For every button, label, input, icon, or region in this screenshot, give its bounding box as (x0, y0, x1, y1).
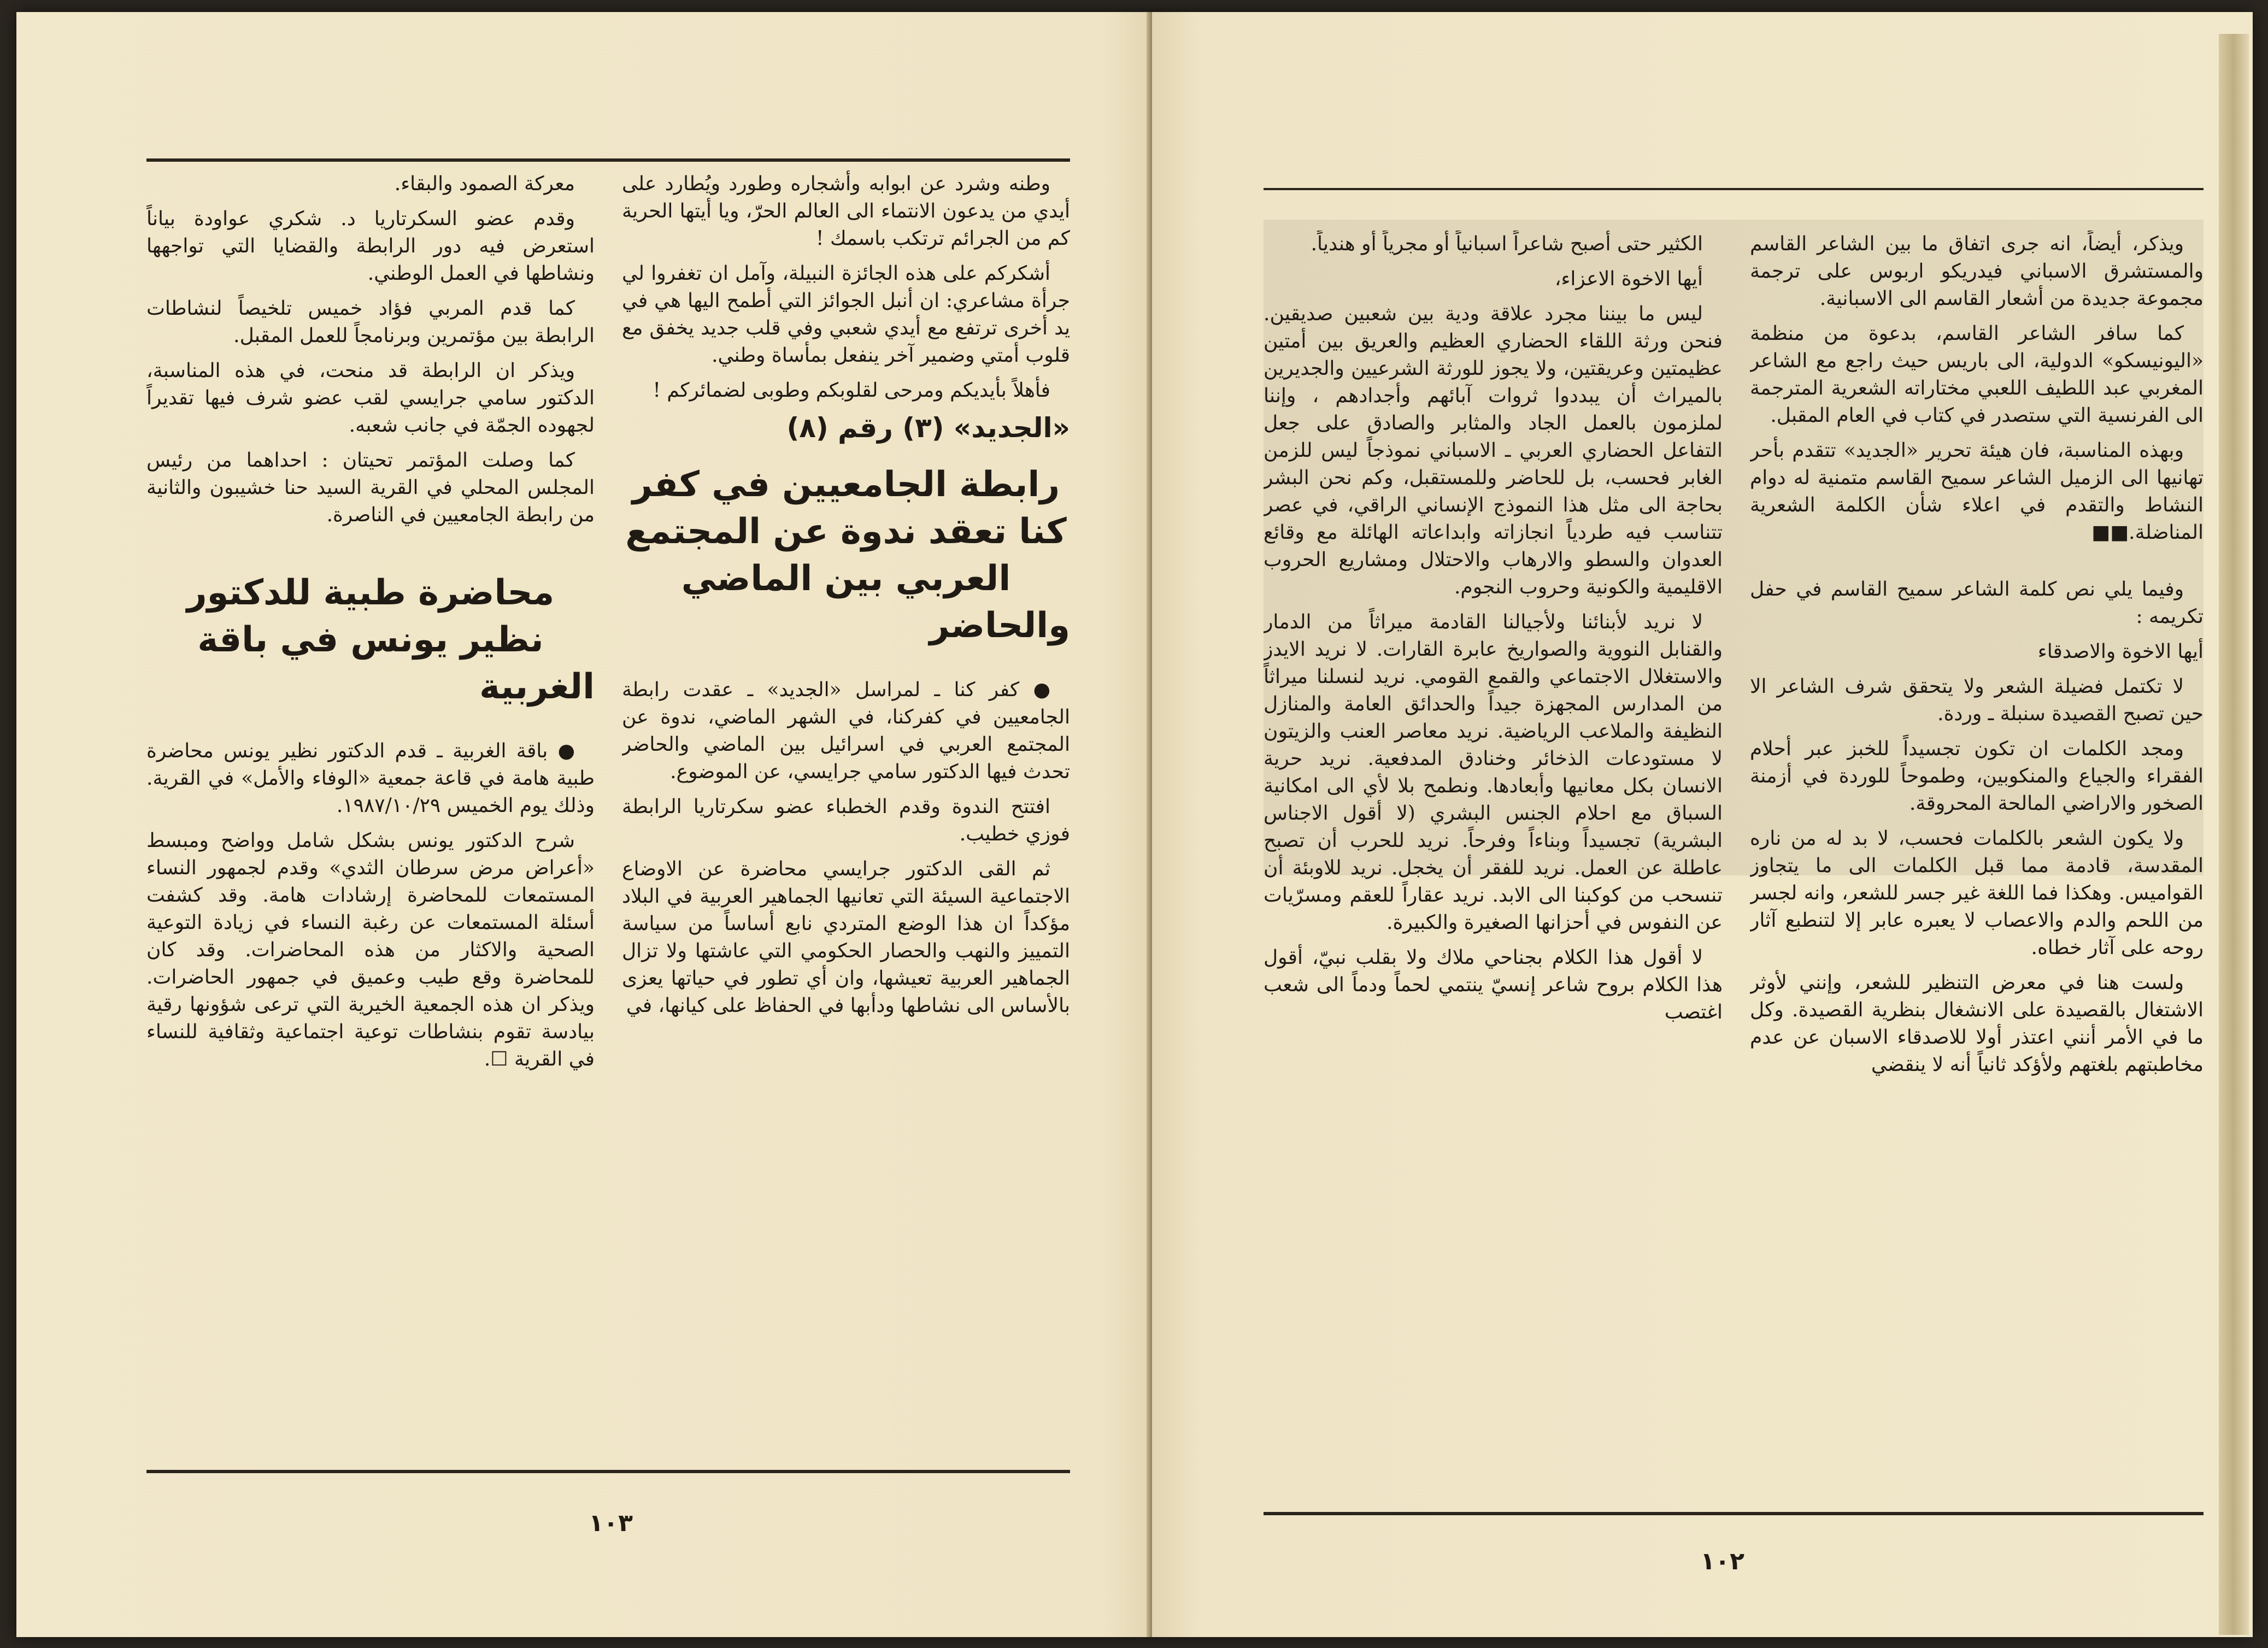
top-rule (1264, 188, 2204, 190)
paragraph: ● باقة الغربية ـ قدم الدكتور نظير يونس محاضرة طبية هامة في قاعة جمعية «الوفاء والأمل» في القرية. وذلك يوم الخميس ١٩٨٧/١٠/٢٩. (146, 740, 595, 817)
page-number: ١٠٣ (589, 1509, 633, 1537)
paragraph: أيها الاخوة والاصدقاء (2037, 640, 2204, 663)
paragraph: شرح الدكتور يونس بشكل شامل وواضح ومبسط «أعراض مرض سرطان الثدي» وقدم لجمهور النساء المستمعات للمحاضرة إرشادات هامة. وقد كشفت أسئلة المستمعات عن رغبة النساء في زيادة التوعية الصحية والاكثار من هذه المحاضرات. وقد كان للمحاضرة وقع طيب وعميق في جمهور الحاضرات. ويذكر ان هذه الجمعية الخيرية التي ترعى شؤونها رقية بيادسة تقوم بنشاطات توعية اجتماعية وثقافية للنساء في القرية ☐. (146, 829, 595, 1070)
page-103-column-left (146, 170, 595, 1198)
page-102-column-left (1264, 231, 1723, 1487)
paragraph: لا تكتمل فضيلة الشعر ولا يتحقق شرف الشاعر الا حين تصبح القصيدة سنبلة ـ وردة. (1750, 675, 2204, 725)
paragraph: وفيما يلي نص كلمة الشاعر سميح القاسم في حفل تكريمه : (1750, 578, 2204, 628)
paragraph: فأهلاً بأيديكم ومرحى لقلوبكم وطوبى لضمائركم ! (653, 379, 1050, 402)
paragraph: وطنه وشرد عن ابوابه وأشجاره وطورد ويُطارد على أيدي من يدعون الانتماء الى العالم الحرّ، ويا أيتها الحرية كم من الجرائم ترتكب باسمك ! (622, 173, 1070, 250)
magazine-spread (16, 12, 2253, 1637)
paragraph: لا أقول هذا الكلام بجناحي ملاك ولا بقلب نبيّ، أقول هذا الكلام بروح شاعر إنسيّ ينتمي لحماً ودماً الى شعب اغتصب (1264, 946, 1723, 1023)
bottom-rule (1264, 1512, 2204, 1515)
paragraph: ومجد الكلمات ان تكون تجسيداً للخبز عبر أحلام الفقراء والجياع والمنكوبين، وطموحاً للوردة في أزمنة الصخور والاراضي المالحة المحروقة. (1750, 738, 2204, 815)
paragraph: افتتح الندوة وقدم الخطباء عضو سكرتاريا الرابطة فوزي خطيب. (622, 796, 1070, 845)
page-102 (1152, 12, 2253, 1637)
paragraph: لا نريد لأبنائنا ولأجيالنا القادمة ميراثاً من الدمار والقنابل النووية والصواريخ عابرة القارات. لا نريد الايدز والاستغلال الاجتماعي والقمع القومي. نريد لنسلنا ميراثاً من المدارس المجهزة جيداً والحدائق العامة والمنازل النظيفة والملاعب الرياضية. نريد معاصر العنب والزيتون لا مستودعات الذخائر وخنادق المدفعية. نريد حرية الانسان بكل معانيها وأبعادها. ونطمح بلا لأي الى امكانية السباق مع احلام الجنس البشري (لا أقول الاجناس البشرية) تجسيداً وبناءاً وفرحاً. نريد للحرب أن تصبح عاطلة عن العمل. نريد للفقر أن يخجل. نريد للاوبئة أن تنسحب من كوكبنا الى الابد. نريد عقاراً للعقم ومسرّيات عن النفوس في أحزانها الصغيرة والكبيرة. (1264, 611, 1723, 934)
source-line: «الجديد» (٣) رقم (٨) (786, 412, 1070, 444)
article-headline: محاضرة طبية للدكتور نظير يونس في باقة الغربية (186, 573, 595, 707)
paragraph: ● كفر كنا ـ لمراسل «الجديد» ـ عقدت رابطة الجامعيين في كفركنا، في الشهر الماضي، ندوة عن المجتمع العربي في اسرائيل بين الماضي والحاضر تحدث فيها الدكتور سامي جرايسي، عن الموضوع. (622, 679, 1070, 783)
top-rule (146, 158, 1070, 162)
article-headline: رابطة الجامعيين في كفر كنا تعقد ندوة عن المجتمع العربي بين الماضي والحاضر (625, 464, 1070, 646)
paragraph: وبهذه المناسبة، فان هيئة تحرير «الجديد» تتقدم بأحر تهانيها الى الزميل الشاعر سميح القاسم متمنية له دوام النشاط والتقدم في اعلاء شأن الكلمة الشعرية المناضلة.■■ (1750, 439, 2204, 544)
bottom-rule (146, 1470, 1070, 1473)
paragraph: ولا يكون الشعر بالكلمات فحسب، لا بد له من ناره المقدسة، قادمة مما قبل الكلمات الى ما يتجاوز القواميس. وهكذا فما اللغة غير جسر للشعر، وانه لجسر من اللحم والدم والاعصاب لا يعبره عابر إلا لتنطبع آثار روحه على آثار خطاه. (1750, 827, 2204, 959)
page-102-column-right (1750, 231, 2204, 1487)
page-103 (16, 12, 1152, 1637)
page-edges (2219, 34, 2249, 1635)
paragraph: أيها الاخوة الاعزاء، (1554, 268, 1703, 290)
paragraph: وقدم عضو السكرتاريا د. شكري عواودة بياناً استعرض فيه دور الرابطة والقضايا التي تواجهها ونشاطها في العمل الوطني. (146, 208, 595, 285)
paragraph: ولست هنا في معرض التنظير للشعر، وإنني لأوثر الاشتغال بالقصيدة على الانشغال بنظرية القصيدة. وكل ما في الأمر أنني اعتذر أولا للاصدقاء الاسبان عن عدم مخاطبتهم بلغتهم ولأؤكد ثانياً أنه لا ينقضي (1750, 972, 2204, 1076)
paragraph: كما قدم المربي فؤاد خميس تلخيصاً لنشاطات الرابطة بين مؤتمرين وبرنامجاً للعمل المقبل. (146, 297, 595, 347)
paragraph: كما سافر الشاعر القاسم، بدعوة من منظمة «اليونيسكو» الدولية، الى باريس حيث راجع مع الشاعر المغربي عبد اللطيف اللعبي مختاراته الشعرية المترجمة الى الفرنسية التي ستصدر في كتاب في العام المقبل. (1750, 322, 2204, 427)
paragraph: كما وصلت المؤتمر تحيتان : احداهما من رئيس المجلس المحلي في القرية السيد حنا خشيبون والثانية من رابطة الجامعيين في الناصرة. (146, 449, 595, 526)
paragraph: ويذكر ان الرابطة قد منحت، في هذه المناسبة، الدكتور سامي جرايسي لقب عضو شرف فيها تقديراً لجهوده الجمّة في جانب شعبه. (146, 360, 595, 437)
page-number: ١٠٢ (1700, 1547, 1744, 1575)
paragraph: معركة الصمود والبقاء. (394, 173, 575, 195)
page-103-column-right (622, 170, 1070, 1198)
paragraph: ليس ما بيننا مجرد علاقة ودية بين شعبين صديقين. فنحن ورثة اللقاء الحضاري العظيم والعريق بين أمتين عظيمتين وعريقتين، ولا يجوز للورثة الشرعيين والجديرين بالميراث أن يبددوا ثروات آبائهم وأجدادهم ، وإننا لملزمون بالعمل الجاد والمثابر والصادق على جعل التفاعل الحضاري العربي ـ الاسباني نموذجاً ليس للزمن الغابر فحسب، بل للحاضر وللمستقبل، وكم نحن البشر بحاجة الى مثل هذا النموذج الإنساني الراقي، في عصر تتناسب فيه طردياً انجازاته وابداعاته الهائلة مع وقائع العدوان والسطو والارهاب والاحتلال ومشاريع الحروب الاقليمية والكونية وحروب النجوم. (1264, 303, 1723, 598)
paragraph: ويذكر، أيضاً، انه جرى اتفاق ما بين الشاعر القاسم والمستشرق الاسباني فيدريكو اربوس على ترجمة مجموعة جديدة من أشعار القاسم الى الاسبانية. (1750, 233, 2204, 310)
paragraph: أشكركم على هذه الجائزة النبيلة، وآمل ان تغفروا لي جرأة مشاعري: ان أنبل الجوائز التي أطمح اليها هي في يد أخرى ترتفع مع أيدي شعبي وفي قلب جديد يخفق مع قلوب أمتي وضمير آخر ينفعل بمأساة وطني. (622, 262, 1070, 367)
paragraph: الكثير حتى أصبح شاعراً اسبانياً أو مجرياً أو هندياً. (1311, 233, 1703, 255)
paragraph: ثم القى الدكتور جرايسي محاضرة عن الاوضاع الاجتماعية السيئة التي تعانيها الجماهير العربية في البلاد مؤكداً ان هذا الوضع المتردي نابع أساساً من سياسة التمييز والنهب والحصار الحكومي التي عاشتها ولا تزال الجماهير العربية تعيشها، وان أي تطور في حياتها يعزى بالأساس الى نشاطها ودأبها في الحفاظ على كيانها، في (622, 858, 1070, 1017)
